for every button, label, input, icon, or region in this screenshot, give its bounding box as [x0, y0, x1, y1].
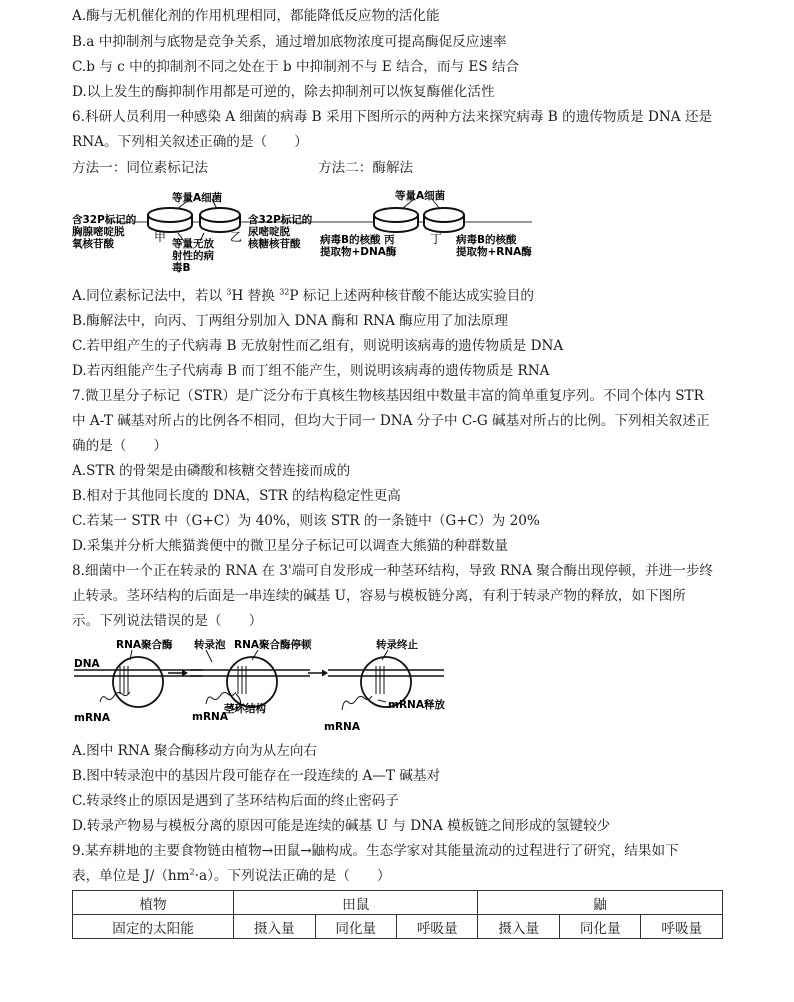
subheader-intake-2: 摄入量 — [478, 915, 559, 939]
q6-option-b: B.酶解法中，向丙、丁两组分别加入 DNA 酶和 RNA 酶应用了加法原理 — [72, 313, 508, 329]
q8-option-c: C.转录终止的原因是遇到了茎环结构后面的终止密码子 — [72, 793, 399, 809]
label-transcription-bubble: 转录泡 — [194, 639, 226, 651]
q9-stem-line1: 9.某弃耕地的主要食物链由植物→田鼠→鼬构成。生态学家对其能量流动的过程进行了研究，结果如下 — [72, 843, 679, 859]
label-32p-left-3: 氧核苷酸 — [72, 238, 114, 250]
q6-diagram — [72, 185, 532, 280]
arrow-1-head — [182, 670, 187, 676]
q8-option-d: D.转录产物易与模板分离的原因可能是连续的碱基 U 与 DNA 模板链之间形成的氢键较少 — [72, 818, 611, 834]
label-yi: 乙 — [230, 230, 243, 244]
label-bing-2: 提取物+DNA酶 — [320, 246, 397, 258]
label-termination: 转录终止 — [376, 639, 418, 651]
label-virus-3: 毒B — [172, 262, 191, 274]
q8-stem-line3: 示。下列说法错误的是（ ） — [72, 613, 263, 629]
label-virus-2: 射性的病 — [172, 250, 214, 262]
header-plant: 植物 — [73, 891, 234, 915]
subheader-respiration-2: 呼吸量 — [641, 915, 723, 939]
q6-option-a: A.同位素标记法中，若以 $^3$H 替换 $^{32}$P 标记上述两种核苷酸不能达成实验目的 — [72, 287, 534, 304]
header-weasel: 鼬 — [478, 891, 723, 915]
q7-option-b: B.相对于其他同长度的 DNA，STR 的结构稳定性更高 — [72, 488, 401, 504]
q6-option-c: C.若甲组产生的子代病毒 B 无放射性而乙组有，则说明该病毒的遗传物质是 DNA — [72, 338, 564, 354]
label-32p-right-3: 核糖核苷酸 — [248, 238, 301, 250]
petri-dish-bing — [374, 208, 418, 232]
label-rna-polymerase: RNA聚合酶 — [116, 639, 173, 651]
q7-stem-line2: 中 A-T 碱基对所占的比例各不相同，但均大于同一 DNA 分子中 C-G 碱基对所占的比例。下列相关叙述正 — [72, 413, 710, 429]
label-mrna-2: mRNA — [192, 711, 228, 723]
label-bacteria-left: 等量A细菌 — [172, 192, 223, 204]
label-jia: 甲 — [154, 230, 167, 244]
label-32p-left-2: 胸腺嘧啶脱 — [72, 226, 125, 238]
label-bacteria-right: 等量A细菌 — [395, 190, 446, 202]
header-field-mouse: 田鼠 — [234, 891, 478, 915]
petri-dish-yi — [200, 208, 240, 232]
energy-flow-table — [72, 890, 723, 939]
subheader-respiration: 呼吸量 — [397, 915, 478, 939]
table-header-row — [73, 891, 723, 915]
label-stem-loop: 茎环结构 — [224, 703, 266, 715]
subheader-assimilation-2: 同化量 — [559, 915, 640, 939]
label-ding: 丁 — [430, 232, 443, 246]
label-ding-2: 提取物+RNA酶 — [456, 246, 532, 258]
q7-stem-line3: 确的是（ ） — [72, 438, 168, 454]
q7-option-d: D.采集并分析大熊猫粪便中的微卫星分子标记可以调查大熊猫的种群数量 — [72, 538, 509, 554]
subheader-fixed-solar: 固定的太阳能 — [73, 915, 234, 939]
label-mrna-3: mRNA — [324, 721, 360, 733]
q6-option-d: D.若丙组能产生子代病毒 B 而丁组不能产生，则说明该病毒的遗传物质是 RNA — [72, 363, 550, 379]
subheader-intake: 摄入量 — [234, 915, 315, 939]
label-bing-1: 病毒B的核酸 丙 — [320, 234, 395, 246]
q5-option-b: B.a 中抑制剂与底物是竞争关系，通过增加底物浓度可提高酶促反应速率 — [72, 34, 507, 50]
label-32p-left-1: 含32P标记的 — [72, 214, 137, 226]
q6-stem-line1: 6.科研人员利用一种感染 A 细菌的病毒 B 采用下图所示的两种方法来探究病毒 B 的遗传物质是 DNA 还是 — [72, 109, 713, 125]
label-mrna-release: mRNA释放 — [388, 699, 445, 711]
q8-option-a: A.图中 RNA 聚合酶移动方向为从左向右 — [72, 743, 318, 759]
q7-stem-line1: 7.微卫星分子标记（STR）是广泛分布于真核生物核基因组中数量丰富的简单重复序列。不同个体内 STR — [72, 388, 704, 404]
q8-option-b: B.图中转录泡中的基因片段可能存在一段连续的 A—T 碱基对 — [72, 768, 441, 784]
q8-stem-line1: 8.细菌中一个正在转录的 RNA 在 3'端可自发形成一种茎环结构，导致 RNA 聚合酶出现停顿，并进一步终 — [72, 563, 714, 579]
label-polymerase-pause: RNA聚合酶停顿 — [234, 639, 312, 651]
q6-stem-line2: RNA。下列相关叙述正确的是（ ） — [72, 134, 308, 150]
q7-option-c: C.若某一 STR 中（G+C）为 40%，则该 STR 的一条链中（G+C）为 20% — [72, 513, 540, 529]
subheader-assimilation: 同化量 — [315, 915, 396, 939]
method2-label: 方法二：酶解法 — [318, 160, 414, 176]
label-virus-1: 等量无放 — [172, 238, 214, 250]
petri-dish-ding — [424, 208, 464, 232]
table-subheader-row — [73, 915, 723, 939]
label-ding-1: 病毒B的核酸 — [456, 234, 517, 246]
q5-option-d: D.以上发生的酶抑制作用都是可逆的，除去抑制剂可以恢复酶催化活性 — [72, 84, 495, 100]
panel-pause — [190, 650, 310, 709]
q8-stem-line2: 止转录。茎环结构的后面是一串连续的碱基 U，容易与模板链分离，有利于转录产物的释放，如下图所 — [72, 588, 686, 604]
arrow-2-head — [322, 670, 327, 676]
label-dna: DNA — [74, 658, 100, 670]
q8-diagram — [72, 636, 472, 736]
q9-stem-line2: 表，单位是 $J/(hm^2\cdot a)$。下列说法正确的是（ ） — [72, 867, 391, 884]
q5-option-a: A.酶与无机催化剂的作用机理相同，都能降低反应物的活化能 — [72, 8, 440, 24]
petri-dish-jia — [148, 208, 192, 232]
q7-option-a: A.STR 的骨架是由磷酸和核糖交替连接而成的 — [72, 463, 351, 479]
label-32p-right-1: 含32P标记的 — [248, 214, 313, 226]
label-mrna-1: mRNA — [74, 712, 110, 724]
label-32p-right-2: 尿嘧啶脱 — [248, 226, 290, 238]
q5-option-c: C.b 与 c 中的抑制剂不同之处在于 b 中抑制剂不与 E 结合，而与 ES 结合 — [72, 59, 520, 75]
method1-label: 方法一：同位素标记法 — [72, 160, 208, 176]
